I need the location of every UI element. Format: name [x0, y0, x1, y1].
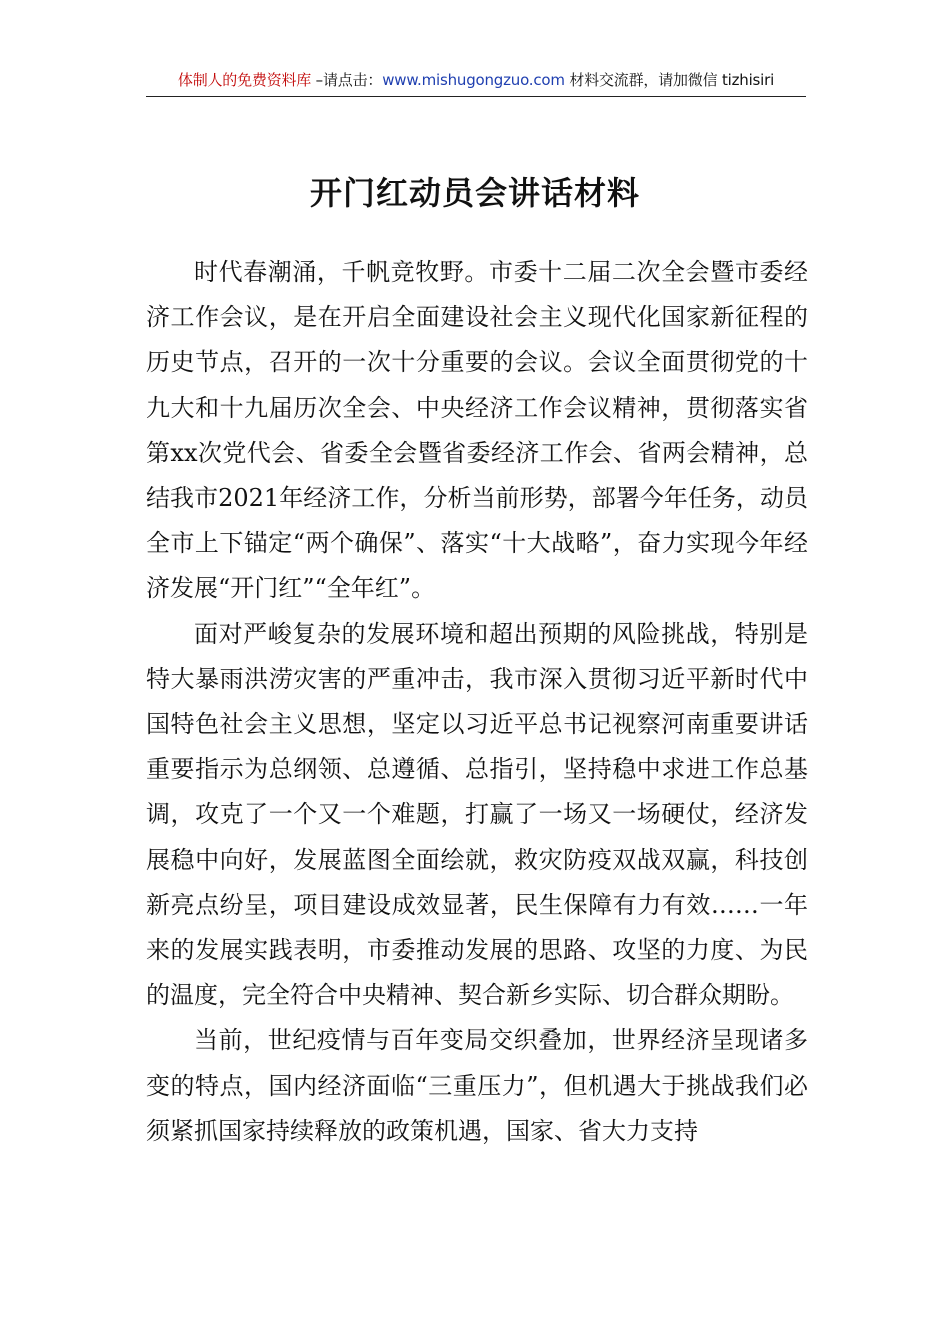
paragraph-3: 当前，世纪疫情与百年变局交织叠加，世界经济呈现诸多变的特点，国内经济面临“三重压力”，但机遇大于挑战我们必须紧抓国家持续释放的政策机遇，国家、省大力支持 [146, 1026, 808, 1145]
header-brand: 体制人的免费资料库 [177, 71, 312, 89]
page-header [146, 66, 806, 97]
paragraph-1: 时代春潮涌，千帆竞牧野。市委十二届二次全会暨市委经济工作会议，是在开启全面建设社会主义现代化国家新征程的历史节点，召开的一次十分重要的会议。会议全面贯彻党的十九大和十九届历次全会、中央经济工作会议精神，贯彻落实省第xx次党代会、省委全会暨省委经济工作会、省两会精神，总结我市2021年经济工作，分析当前形势，部署今年任务，动员全市上下锚定“两个确保”、落实“十大战略”，奋力实现今年经济发展“开门红”“全年红”。 [146, 258, 808, 603]
header-url-link[interactable]: www.mishugongzuo.com [382, 71, 565, 89]
paragraph-2: 面对严峻复杂的发展环境和超出预期的风险挑战，特别是特大暴雨洪涝灾害的严重冲击，我市深入贯彻习近平新时代中国特色社会主义思想，坚定以习近平总书记视察河南重要讲话重要指示为总纲领、总遵循、总指引，坚持稳中求进工作总基调，攻克了一个又一个难题，打赢了一场又一场硬仗，经济发展稳中向好，发展蓝图全面绘就，救灾防疫双战双赢，科技创新亮点纷呈，项目建设成效显著，民生保障有力有效……一年来的发展实践表明，市委推动发展的思路、攻坚的力度、为民的温度，完全符合中央精神、契合新乡实际、切合群众期盼。 [146, 619, 808, 1010]
document-title: 开门红动员会讲话材料 [309, 174, 640, 212]
header-separator: –请点击： [311, 71, 383, 89]
document-body [146, 250, 808, 1154]
header-tail-text: 材料交流群，请加微信 tizhisiri [564, 71, 775, 89]
